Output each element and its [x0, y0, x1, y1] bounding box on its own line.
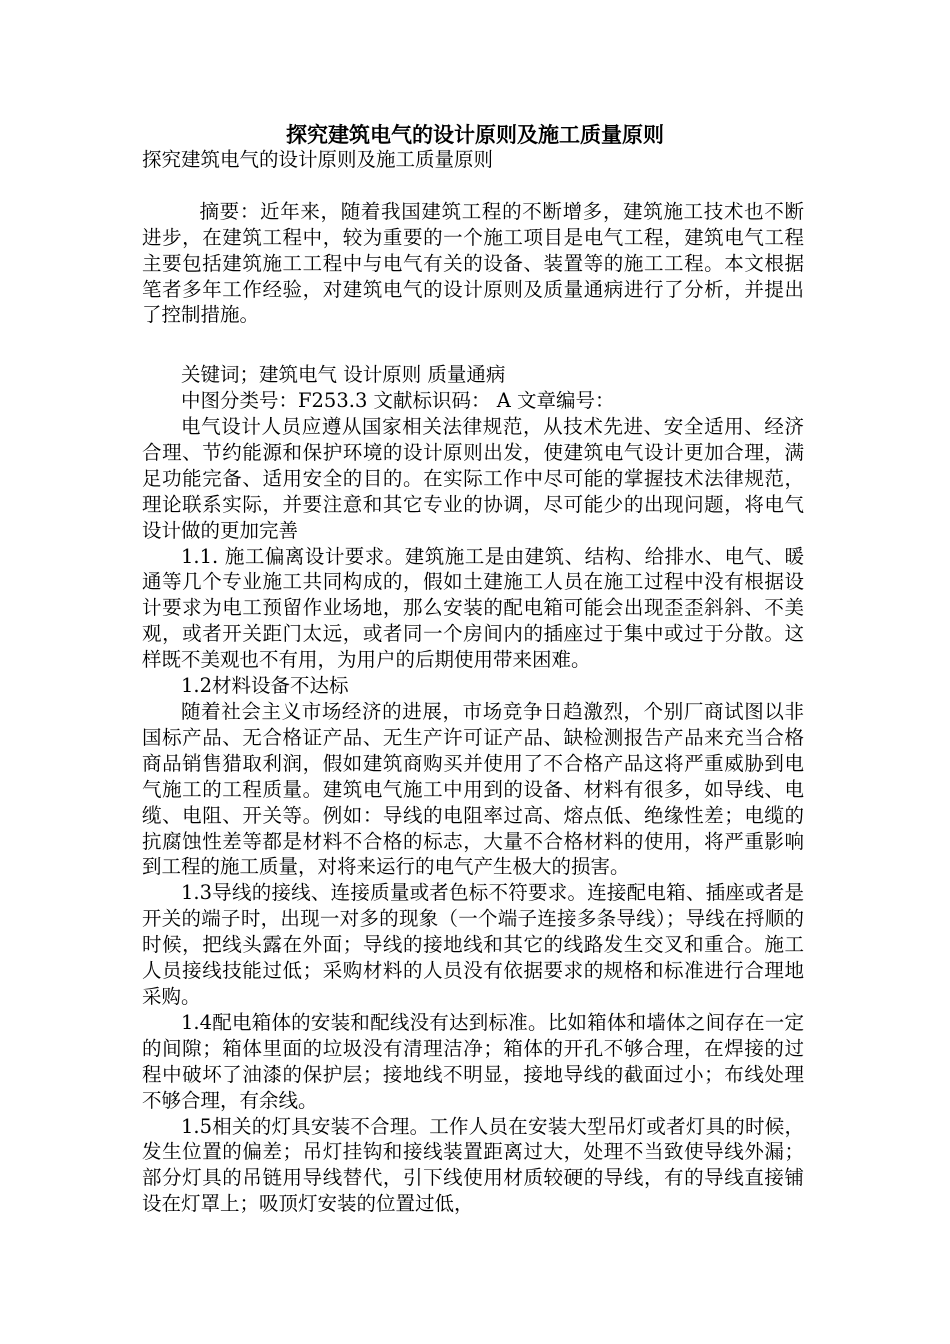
section-1-5-paragraph: 1.5相关的灯具安装不合理。工作人员在安装大型吊灯或者灯具的时候，发生位置的偏差；吊灯挂钩和接线装置距离过大，处理不当致使导线外漏；部分灯具的吊链用导线替代，引下线使用材质较硬的导线，有的导线直接铺设在灯罩上；吸顶灯安装的位置过低， — [142, 1114, 804, 1216]
classification-line: 中图分类号：F253.3 文献标识码： A 文章编号： — [181, 389, 615, 413]
blank-line — [142, 328, 804, 354]
abstract-paragraph: 摘要：近年来，随着我国建筑工程的不断增多，建筑施工技术也不断进步，在建筑工程中，较为重要的一个施工项目是电气工程，建筑电气工程主要包括建筑施工工程中与电气有关的设备、装置等的施工工程。本文根据笔者多年工作经验，对建筑电气的设计原则及质量通病进行了分析，并提出了控制措施。 — [142, 199, 804, 327]
section-1-3-paragraph: 1.3导线的接线、连接质量或者色标不符要求。连接配电箱、插座或者是开关的端子时，出现一对多的现象（一个端子连接多条导线）；导线在捋顺的时候，把线头露在外面；导线的接地线和其它的线路发生交叉和重合。施工人员接线技能过低；采购材料的人员没有依据要求的规格和标准进行合理地采购。 — [142, 881, 804, 1008]
blank-line — [142, 173, 804, 199]
body-paragraph: 电气设计人员应遵从国家相关法律规范，从技术先进、安全适用、经济合理、节约能源和保护环境的设计原则出发，使建筑电气设计更加合理，满足功能完备、适用安全的目的。在实际工作中尽可能的掌握技术法律规范，理论联系实际，并要注意和其它专业的协调，尽可能少的出现问题，将电气设计做的更加完善 — [142, 415, 804, 542]
document-title: 探究建筑电气的设计原则及施工质量原则 — [286, 122, 664, 147]
section-1-2-heading: 1.2材料设备不达标 — [181, 674, 349, 698]
section-1-1-paragraph: 1.1. 施工偏离设计要求。建筑施工是由建筑、结构、给排水、电气、暖通等几个专业施工共同构成的，假如土建施工人员在施工过程中没有根据设计要求为电工预留作业场地，那么安装的配电箱可能会出现歪歪斜斜、不美观，或者开关距门太远，或者同一个房间内的插座过于集中或过于分散。这样既不美观也不有用，为用户的后期使用带来困难。 — [142, 544, 804, 672]
keywords-line: 关键词；建筑电气 设计原则 质量通病 — [181, 363, 506, 387]
section-1-4-paragraph: 1.4配电箱体的安装和配线没有达到标准。比如箱体和墙体之间存在一定的间隙；箱体里面的垃圾没有清理洁净；箱体的开孔不够合理，在焊接的过程中破坏了油漆的保护层；接地线不明显，接地导线的截面过小；布线处理不够合理，有余线。 — [142, 1010, 804, 1112]
section-1-2-paragraph: 随着社会主义市场经济的进展，市场竞争日趋激烈，个别厂商试图以非国标产品、无合格证产品、无生产许可证产品、缺检测报告产品来充当合格商品销售猎取利润，假如建筑商购买并使用了不合格产品这将严重威胁到电气施工的工程质量。建筑电气施工中用到的设备、材料有很多，如导线、电缆、电阻、开关等。例如：导线的电阻率过高、熔点低、绝缘性差；电缆的抗腐蚀性差等都是材料不合格的标志，大量不合格材料的使用，将严重影响到工程的施工质量，对将来运行的电气产生极大的损害。 — [142, 700, 804, 879]
document-body — [142, 147, 804, 1217]
blank-line — [142, 354, 804, 362]
document-subtitle: 探究建筑电气的设计原则及施工质量原则 — [142, 148, 494, 171]
